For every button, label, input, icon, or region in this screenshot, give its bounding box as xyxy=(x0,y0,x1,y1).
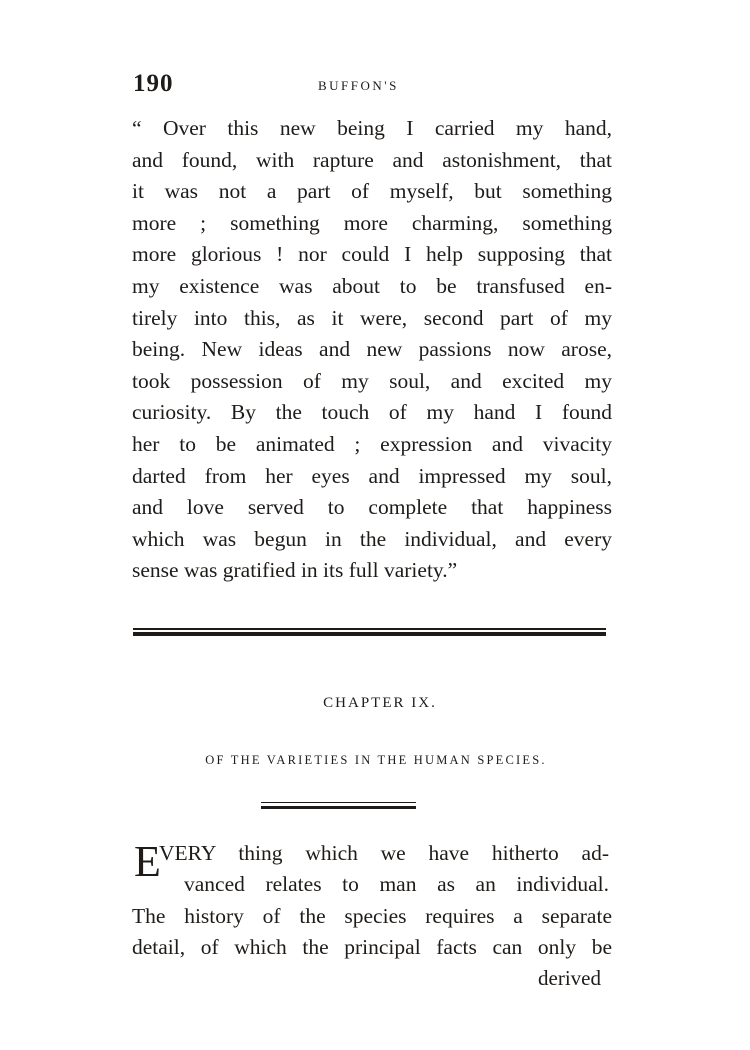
text-line: sense was gratified in its full variety.” xyxy=(132,558,458,583)
text-line: more ; something more charming, something xyxy=(132,210,612,235)
ornament-rule-thick xyxy=(261,806,416,809)
chapter-subtitle: OF THE VARIETIES IN THE HUMAN SPECIES. xyxy=(205,753,547,767)
chapter-title: CHAPTER IX. xyxy=(323,695,437,711)
text-line: tirely into this, as it were, second part of my xyxy=(132,305,612,330)
body-first-line: VERY thing which we have hitherto ad- xyxy=(159,841,609,865)
text-line: “ Over this new being I carried my hand, xyxy=(132,116,612,140)
text-line: took possession of my soul, and excited my xyxy=(132,368,612,393)
page-number: 190 xyxy=(133,70,174,97)
text-line: my existence was about to be transfused en- xyxy=(132,273,612,298)
ornament-rule-thin xyxy=(261,802,416,803)
body-line: The history of the species requires a separate xyxy=(132,904,612,928)
body-second-line: vanced relates to man as an individual. xyxy=(184,872,609,896)
drop-cap: E xyxy=(134,837,161,886)
text-line: more glorious ! nor could I help supposing that xyxy=(132,242,612,267)
text-line: which was begun in the individual, and every xyxy=(132,526,612,551)
text-line: darted from her eyes and impressed my soul, xyxy=(132,463,612,488)
body-line: detail, of which the principal facts can only be xyxy=(132,935,612,959)
text-line: and love served to complete that happiness xyxy=(132,495,612,520)
text-line: and found, with rapture and astonishment, that xyxy=(132,147,612,172)
catchword: derived xyxy=(538,966,601,990)
text-line: it was not a part of myself, but something xyxy=(132,179,612,204)
quote-paragraph xyxy=(132,113,612,587)
text-line: being. New ideas and new passions now arose, xyxy=(132,337,612,362)
section-rule-thin xyxy=(133,628,606,630)
text-line: curiosity. By the touch of my hand I found xyxy=(132,400,612,425)
text-line: her to be animated ; expression and vivacity xyxy=(132,431,612,456)
running-head: BUFFON'S xyxy=(318,78,399,93)
section-rule-thick xyxy=(133,632,606,636)
